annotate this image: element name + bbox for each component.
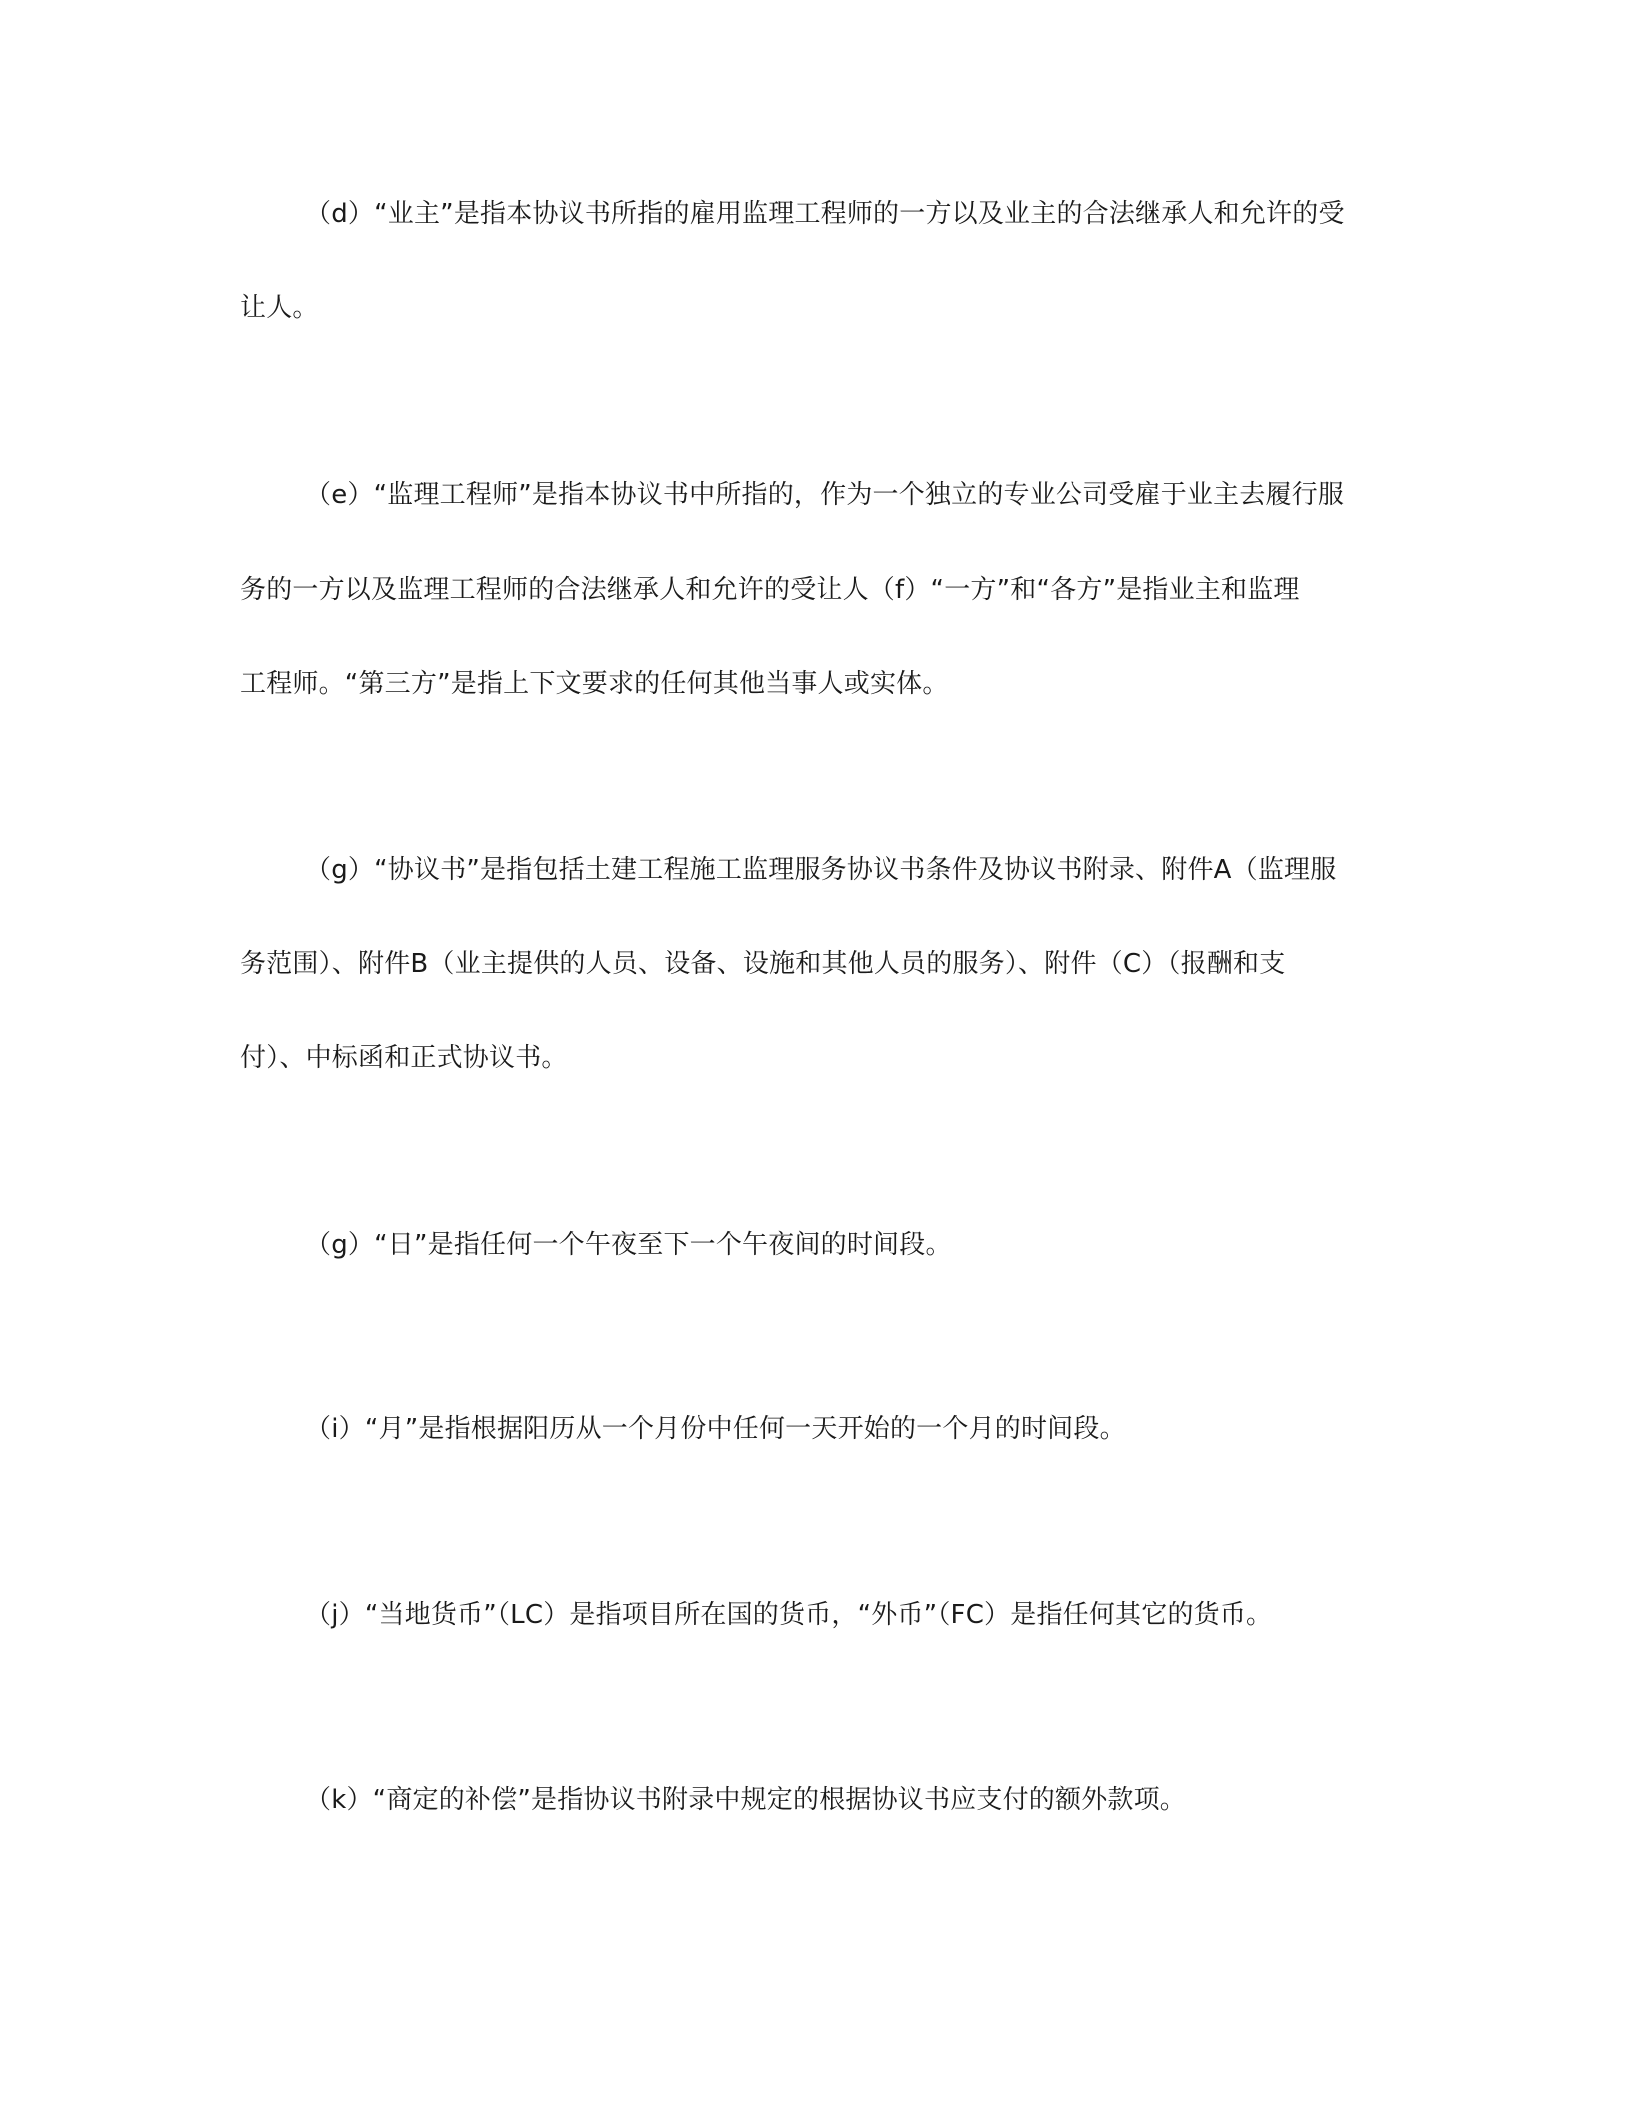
clause-e-line-1: （e）“监理工程师”是指本协议书中所指的，作为一个独立的专业公司受雇于业主去履行服 [305, 480, 1345, 510]
clause-d-line-1: （d）“业主”是指本协议书所指的雇用监理工程师的一方以及业主的合法继承人和允许的受 [305, 199, 1345, 229]
clause-e-line-2: 务的一方以及监理工程师的合法继承人和允许的受让人（f）“一方”和“各方”是指业主和监理 [240, 575, 1300, 605]
clause-i-month: （i）“月”是指根据阳历从一个月份中任何一天开始的一个月的时间段。 [305, 1414, 1126, 1444]
clause-g-agreement-line-3: 付）、中标函和正式协议书。 [240, 1043, 568, 1073]
clause-g-agreement-line-1: （g）“协议书”是指包括土建工程施工监理服务协议书条件及协议书附录、附件A（监理服 [305, 855, 1337, 885]
clause-e-line-3: 工程师。“第三方”是指上下文要求的任何其他当事人或实体。 [240, 669, 949, 699]
clause-j-currency: （j）“当地货币”（LC）是指项目所在国的货币，“外币”（FC）是指任何其它的货币。 [305, 1600, 1273, 1630]
clause-g-agreement-line-2: 务范围）、附件B（业主提供的人员、设备、设施和其他人员的服务）、附件（C）（报酬和支 [240, 949, 1286, 979]
clause-g-day: （g）“日”是指任何一个午夜至下一个午夜间的时间段。 [305, 1230, 952, 1260]
clause-k-compensation: （k）“商定的补偿”是指协议书附录中规定的根据协议书应支付的额外款项。 [305, 1785, 1186, 1815]
clause-d-line-2: 让人。 [240, 293, 319, 323]
